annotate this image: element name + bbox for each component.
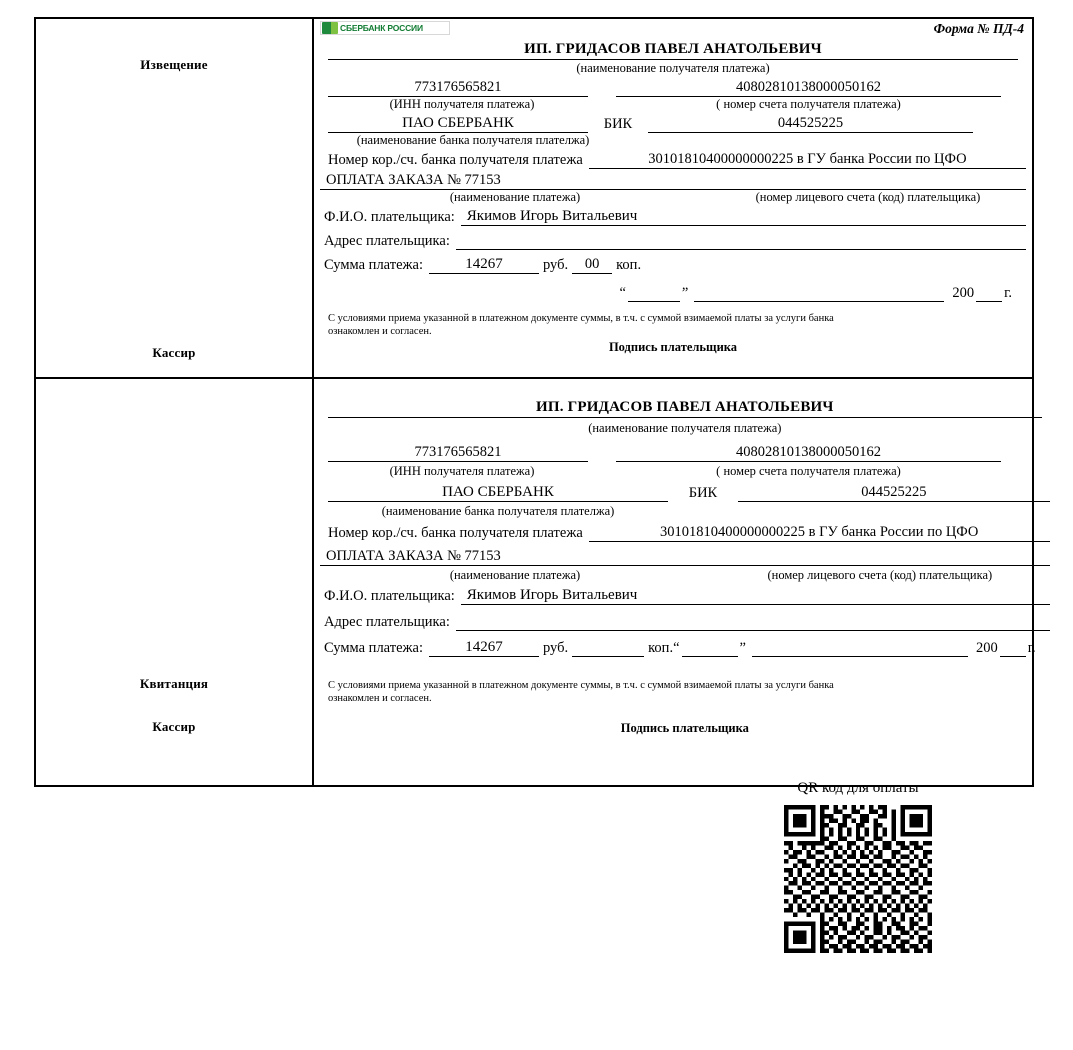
bank-name-top[interactable]: ПАО СБЕРБАНК [328,115,588,133]
inn-account-captions-top [320,97,1026,112]
payment-name-bottom[interactable]: ОПЛАТА ЗАКАЗА № 77153 [320,548,710,566]
account-value-bottom[interactable]: 40802810138000050162 [616,444,1001,462]
inn-account-captions-bottom [320,464,1050,479]
rub-label-bottom: руб. [543,640,569,656]
caption-account-top: ( номер счета получателя платежа) [716,97,901,111]
sum-kop-value-bottom[interactable] [572,639,644,657]
bank-name-bottom[interactable]: ПАО СБЕРБАНК [328,484,668,502]
sum-date-row-bottom [320,639,1050,657]
sum-label-bottom: Сумма платежа: [324,640,423,656]
bik-value-bottom[interactable]: 044525225 [738,484,1050,502]
recipient-name-top: ИП. ГРИДАСОВ ПАВЕЛ АНАТОЛЬЕВИЧ [328,41,1018,60]
payer-fio-label-bottom: Ф.И.О. плательщика: [324,588,455,604]
korr-label-bottom: Номер кор./сч. банка получателя платежа [328,525,583,541]
date-day-top[interactable] [628,285,680,302]
quote-open-top: “ [619,285,626,301]
quote-close-top: ” [681,285,689,301]
signature-label-top: Подпись плательщика [608,340,738,354]
caption-inn-top: (ИНН получателя платежа) [389,97,535,111]
inn-value-top[interactable]: 773176565821 [328,79,588,97]
caption-bank-bottom: (наименование банка получателя плателжа) [381,504,615,518]
date-month-bottom[interactable] [752,640,968,657]
inn-account-row-top [320,79,1026,97]
bank-bik-row-top [320,115,1026,133]
bik-label-bottom: БИК [688,485,718,501]
caption-personal-account-bottom: (номер лицевого счета (код) плательщика) [767,568,993,582]
quote-open-bottom: “ [673,640,680,656]
terms-line2-bottom: ознакомлен и согласен. [328,693,432,704]
bik-label-top: БИК [603,116,633,132]
payer-fio-row-top [320,208,1026,226]
personal-account-bottom[interactable] [710,548,1050,566]
caption-bank-top: (наименование банка получателя плателжа) [356,133,590,147]
quote-close-bottom: ” [739,640,746,656]
receipt-body [314,379,1056,785]
caption-account-bottom: ( номер счета получателя платежа) [716,464,901,478]
bik-value-top[interactable]: 044525225 [648,115,973,133]
date-row-bottom [673,639,1050,657]
inn-account-row-bottom [320,444,1050,462]
terms-line2-top: ознакомлен и согласен. [328,326,432,337]
payment-name-row-top [320,172,1026,190]
inn-value-bottom[interactable]: 773176565821 [328,444,588,462]
year-label-bottom: 200 [975,640,998,656]
caption-recipient-bottom: (наименование получателя платежа) [588,421,782,435]
account-value-top[interactable]: 40802810138000050162 [616,79,1001,97]
kop-label-top: коп. [616,257,642,273]
date-day-bottom[interactable] [682,640,738,657]
year-suffix-bottom: г. [1027,640,1036,656]
korr-value-bottom[interactable]: 30101810400000000225 в ГУ банка России по ЦФО [589,524,1050,542]
payment-name-row-bottom [320,548,1050,566]
sum-label-top: Сумма платежа: [324,257,423,273]
qr-code-image [784,805,932,953]
sum-row-top [320,256,1026,274]
date-year-top[interactable] [976,285,1002,302]
qr-block [738,780,978,958]
payer-fio-label-top: Ф.И.О. плательщика: [324,209,455,225]
payer-address-row-top [320,232,1026,250]
caption-personal-account-top: (номер лицевого счета (код) плательщика) [755,190,981,204]
rub-label-top: руб. [543,257,569,273]
payer-fio-value-bottom[interactable]: Якимов Игорь Витальевич [461,587,1050,605]
personal-account-top[interactable] [710,172,1026,190]
payment-name-top[interactable]: ОПЛАТА ЗАКАЗА № 77153 [320,172,710,190]
notice-body [314,19,1032,377]
date-month-top[interactable] [694,285,944,302]
notice-section [36,19,1032,379]
korr-row-top [320,151,1026,169]
caption-recipient-top: (наименование получателя платежа) [576,61,770,75]
payment-captions-top [320,190,1026,205]
caption-payment-name-top: (наименование платежа) [449,190,581,204]
sberbank-logo-icon [320,21,450,35]
korr-label-top: Номер кор./сч. банка получателя платежа [328,152,583,168]
terms-line1-bottom: С условиями приема указанной в платежном документе суммы, в т.ч. с суммой взимаемой платы за услуги банка [328,680,834,691]
sberbank-logo-text: СБЕРБАНК РОССИИ [340,23,423,33]
form-number: Форма № ПД-4 [933,21,1024,36]
recipient-name-bottom: ИП. ГРИДАСОВ ПАВЕЛ АНАТОЛЬЕВИЧ [328,399,1042,418]
payment-captions-bottom [320,568,1050,583]
payer-address-value-top[interactable] [456,232,1026,250]
date-year-bottom[interactable] [1000,640,1026,657]
date-row-top [320,284,1026,302]
sberbank-logo-mark-icon [322,22,338,34]
notice-stub [36,19,314,377]
caption-payment-name-bottom: (наименование платежа) [449,568,581,582]
sum-rub-value-top[interactable]: 14267 [429,256,539,274]
stub-label-cashier-top: Кассир [152,345,196,360]
payer-address-value-bottom[interactable] [456,613,1050,631]
korr-row-bottom [320,524,1050,542]
sum-rub-value-bottom[interactable]: 14267 [429,639,539,657]
payer-fio-value-top[interactable]: Якимов Игорь Витальевич [461,208,1026,226]
payer-fio-row-bottom [320,587,1050,605]
signature-label-bottom: Подпись плательщика [620,721,749,735]
stub-label-receipt: Квитанция [139,676,209,691]
year-label-top: 200 [952,285,975,301]
payer-address-label-top: Адрес плательщика: [324,233,450,249]
payer-address-row-bottom [320,613,1050,631]
sum-kop-value-top[interactable]: 00 [572,256,612,274]
stub-label-cashier-bottom: Кассир [152,719,196,734]
terms-line1-top: С условиями приема указанной в платежном документе суммы, в т.ч. с суммой взимаемой платы за услуги банка [328,313,834,324]
receipt-stub [36,379,314,785]
korr-value-top[interactable]: 30101810400000000225 в ГУ банка России по ЦФО [589,151,1026,169]
payment-form [34,17,1034,787]
stub-label-notice: Извещение [140,57,208,72]
bank-bik-row-bottom [320,484,1050,502]
year-suffix-top: г. [1004,285,1012,301]
kop-label-bottom: коп. [648,640,674,656]
caption-inn-bottom: (ИНН получателя платежа) [389,464,535,478]
payer-address-label-bottom: Адрес плательщика: [324,614,450,630]
receipt-section [36,379,1036,785]
qr-title: QR код для оплаты [797,780,919,796]
